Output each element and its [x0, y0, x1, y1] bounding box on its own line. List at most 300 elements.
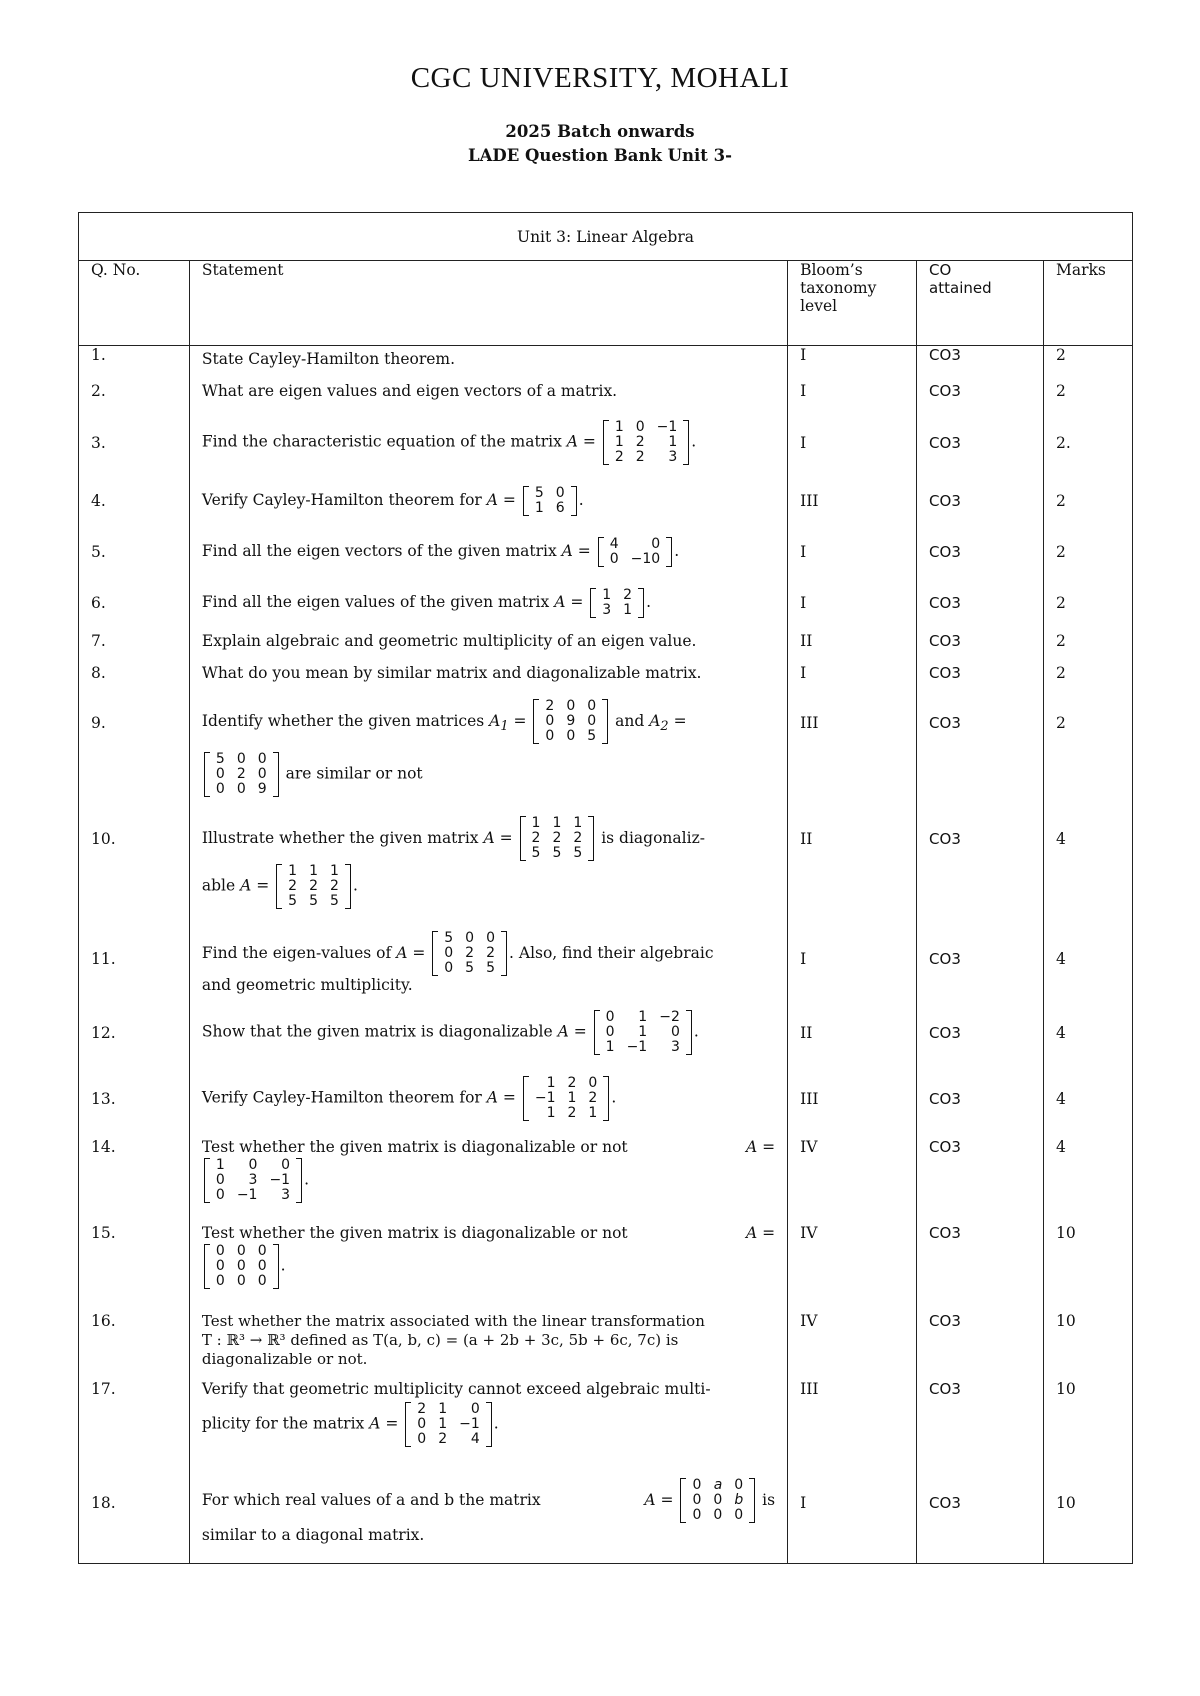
- matrix-entry: 5: [534, 484, 544, 501]
- matrix-row: [282, 894, 345, 909]
- marks: 2: [1044, 346, 1133, 378]
- statement-text: is: [762, 1490, 776, 1509]
- math-symbol: A: [396, 943, 408, 962]
- matrix-row: [596, 603, 638, 618]
- bloom-level: I: [788, 378, 917, 410]
- matrix-row: [529, 1091, 603, 1106]
- bloom-level: IV: [788, 1218, 917, 1306]
- table-row: [79, 378, 1133, 410]
- qno: 10.: [79, 806, 190, 922]
- statement: [189, 1218, 787, 1306]
- matrix: [432, 931, 507, 976]
- statement-line: [202, 1138, 775, 1156]
- matrix-entry: 0: [566, 728, 576, 744]
- matrix: [533, 699, 608, 744]
- matrix-entry: 0: [236, 1257, 246, 1274]
- matrix-entry: 2: [567, 1105, 577, 1121]
- matrix-entry: 0: [257, 750, 267, 767]
- matrix: [204, 752, 279, 797]
- matrix-row: [282, 864, 345, 879]
- statement-text: Verify Cayley-Hamilton theorem for: [201, 490, 482, 509]
- statement-text: Test whether the given matrix is diagonalizable or not: [201, 1223, 628, 1242]
- statement: [189, 922, 787, 1000]
- matrix-grid: [600, 1010, 686, 1055]
- question-bank-table: [78, 212, 1133, 1564]
- marks: 2: [1044, 476, 1133, 526]
- qno: 18.: [79, 1468, 190, 1564]
- table-row: [79, 1468, 1133, 1564]
- statement: [189, 1378, 787, 1468]
- matrix-entry: 0: [236, 1272, 246, 1289]
- matrix-entry: −1: [236, 1186, 258, 1203]
- statement-line: plicity for the matrix A = 2 1 0 0 1 −1 0 2 4 .: [201, 1400, 499, 1447]
- matrix-entry: 2: [588, 1090, 598, 1106]
- matrix-entry: 5: [465, 960, 475, 976]
- matrix-entry: 0: [605, 1009, 615, 1025]
- statement-text: Show that the given matrix is diagonalizable: [201, 1022, 553, 1041]
- bloom-level: II: [788, 806, 917, 922]
- matrix-entry: 4: [470, 1430, 480, 1447]
- matrix-entry: 5: [330, 892, 339, 909]
- matrix-grid: [539, 699, 602, 744]
- matrix-entry: 0: [692, 1492, 702, 1508]
- statement: Explain algebraic and geometric multiplicity of an eigen value.: [189, 628, 787, 660]
- matrix-entry: 1: [623, 601, 633, 618]
- matrix-grid: [596, 588, 638, 618]
- matrix-entry: −1: [269, 1171, 291, 1188]
- matrix-entry: 2: [330, 877, 339, 894]
- matrix-entry: 5: [288, 892, 298, 909]
- matrix-entry: 5: [573, 845, 583, 861]
- matrix-row: [210, 1188, 296, 1203]
- matrix: [520, 816, 595, 861]
- co-attained: CO3: [917, 378, 1044, 410]
- matrix-entry: 1: [638, 1024, 648, 1040]
- statement-line: [202, 1224, 775, 1242]
- matrix-row: [526, 846, 589, 861]
- matrix-row: [609, 420, 683, 435]
- statement: [189, 692, 787, 806]
- table-row: [79, 660, 1133, 692]
- matrix-entry: 0: [486, 930, 496, 946]
- matrix-entry: 0: [236, 1242, 246, 1259]
- matrix-entry: 2: [438, 1430, 448, 1447]
- matrix-entry: 5: [531, 845, 541, 861]
- statement-line: [202, 1474, 775, 1526]
- statement-text: Illustrate whether the given matrix: [201, 828, 479, 847]
- table-row: [79, 1000, 1133, 1066]
- matrix-entry: 0: [692, 1507, 702, 1523]
- matrix-grid: [411, 1402, 485, 1447]
- statement: What do you mean by similar matrix and diagonalizable matrix.: [189, 660, 787, 692]
- matrix-entry: −1: [656, 419, 678, 435]
- marks: 4: [1044, 922, 1133, 1000]
- statement: Find all the eigen vectors of the given matrix A = 4 0 0 −10 .: [189, 526, 787, 578]
- marks: 4: [1044, 1000, 1133, 1066]
- statement-text: Verify Cayley-Hamilton theorem for: [201, 1088, 482, 1107]
- co-attained: CO3: [917, 346, 1044, 378]
- matrix-entry: 5: [309, 892, 319, 909]
- matrix-row: [529, 486, 571, 501]
- matrix-row: [604, 537, 666, 552]
- bloom-level: I: [788, 1468, 917, 1564]
- matrix-row: [539, 729, 602, 744]
- matrix-entry: 0: [248, 1156, 258, 1173]
- university-title: CGC UNIVERSITY, MOHALI: [410, 62, 790, 94]
- matrix-entry: −1: [626, 1039, 648, 1055]
- statement: Find all the eigen values of the given matrix A = 1 2 3 1 .: [189, 578, 787, 628]
- qno: 2.: [79, 378, 190, 410]
- table-row: [79, 922, 1133, 1000]
- matrix-entry: 3: [248, 1171, 258, 1188]
- co-attained: CO3: [917, 578, 1044, 628]
- qno: 6.: [79, 578, 190, 628]
- table-row: [79, 526, 1133, 578]
- math-symbol: A: [557, 1022, 569, 1041]
- math-symbol: A =: [745, 1137, 776, 1156]
- matrix-row: [526, 831, 589, 846]
- matrix-row: [411, 1402, 485, 1417]
- header-qno: Q. No.: [79, 261, 190, 346]
- bloom-level: III: [788, 1066, 917, 1132]
- matrix-row: [686, 1493, 749, 1508]
- matrix-entry: 2: [288, 877, 298, 894]
- qno: 11.: [79, 922, 190, 1000]
- matrix-entry: 0: [236, 750, 246, 767]
- statement-line: Find the eigen-values of A = 5 0 0 0 2 2 0 5 5 . Also, find their algebraic: [201, 930, 714, 976]
- statement-text: For which real values of a and b the matrix: [201, 1490, 541, 1509]
- matrix-entry: 0: [257, 1242, 267, 1259]
- math-symbol: A: [486, 490, 498, 509]
- matrix-entry: 1: [438, 1415, 448, 1432]
- matrix-entry: 5: [215, 750, 225, 767]
- matrix-entry: 0: [670, 1024, 680, 1040]
- matrix-entry: 1: [330, 862, 339, 879]
- matrix-row: [210, 1158, 296, 1173]
- matrix-entry: 0: [587, 713, 597, 729]
- matrix-row: [438, 961, 501, 976]
- matrix-entry: 0: [713, 1507, 723, 1523]
- matrix-entry: b: [734, 1492, 744, 1508]
- matrix-entry: 0: [257, 1257, 267, 1274]
- qno: 1.: [79, 346, 190, 378]
- matrix-row: [609, 450, 683, 465]
- matrix-entry: 0: [555, 484, 565, 501]
- matrix-entry: 1: [552, 815, 562, 831]
- matrix-entry: 1: [602, 586, 612, 603]
- matrix-entry: 1: [215, 1156, 225, 1173]
- matrix-entry: 3: [281, 1186, 291, 1203]
- qno: 8.: [79, 660, 190, 692]
- matrix: [523, 1076, 609, 1121]
- matrix-entry: 1: [668, 434, 678, 450]
- matrix-row: [210, 767, 273, 782]
- matrix-row: [539, 699, 602, 714]
- bloom-level: III: [788, 692, 917, 806]
- matrix-row: [539, 714, 602, 729]
- co-attained: CO3: [917, 1218, 1044, 1306]
- qno: 5.: [79, 526, 190, 578]
- marks: 4: [1044, 1132, 1133, 1218]
- bloom-level: IV: [788, 1306, 917, 1378]
- statement-text: are similar or not: [285, 764, 423, 783]
- matrix-entry: 9: [566, 713, 576, 729]
- marks: 2.: [1044, 410, 1133, 476]
- matrix-row: [438, 931, 501, 946]
- matrix: [598, 537, 672, 567]
- qno: 4.: [79, 476, 190, 526]
- matrix-entry: 2: [417, 1400, 427, 1417]
- statement-line: and geometric multiplicity.: [201, 976, 413, 994]
- statement-line: similar to a diagonal matrix.: [201, 1525, 425, 1544]
- matrix-grid: [282, 864, 345, 909]
- math-symbol: A: [369, 1414, 381, 1432]
- matrix-entry: 0: [236, 780, 246, 797]
- matrix-entry: 2: [635, 449, 645, 465]
- co-attained: CO3: [917, 806, 1044, 922]
- marks: 2: [1044, 628, 1133, 660]
- matrix-entry: 0: [605, 1024, 615, 1040]
- matrix-row: [210, 782, 273, 797]
- qno: 9.: [79, 692, 190, 806]
- math-symbol: A: [566, 432, 578, 451]
- table-row: [79, 410, 1133, 476]
- statement-line: 0 0 0 0 0 0 0 0 0 .: [202, 1244, 775, 1289]
- statement: Verify Cayley-Hamilton theorem for A = 5 0 1 6 .: [189, 476, 787, 526]
- matrix: [590, 588, 644, 618]
- matrix-entry: 1: [288, 862, 298, 879]
- statement-line: [202, 752, 775, 797]
- table-row: [79, 1066, 1133, 1132]
- statement-text: plicity for the matrix: [201, 1414, 365, 1432]
- matrix-entry: 0: [470, 1400, 480, 1417]
- matrix-grid: [604, 537, 666, 567]
- statement-line: T : ℝ³ → ℝ³ defined as T(a, b, c) = (a + 2b + 3c, 5b + 6c, 7c) is: [201, 1330, 679, 1349]
- matrix-entry: 0: [545, 713, 555, 729]
- table-header-row: [79, 261, 1133, 346]
- matrix-row: [609, 435, 683, 450]
- matrix-row: [210, 1274, 273, 1289]
- matrix-entry: 1: [614, 434, 624, 450]
- matrix-entry: −1: [534, 1090, 556, 1106]
- marks: 10: [1044, 1378, 1133, 1468]
- statement-line: able A = 1 1 1 2 2 2 5 5 5 .: [201, 862, 358, 909]
- matrix-grid: [210, 1244, 273, 1289]
- matrix-row: [604, 552, 666, 567]
- matrix-row: [596, 588, 638, 603]
- matrix-entry: 5: [486, 960, 496, 976]
- bloom-level: I: [788, 660, 917, 692]
- matrix-entry: 0: [734, 1477, 744, 1493]
- marks: 2: [1044, 660, 1133, 692]
- matrix-entry: 5: [552, 845, 562, 861]
- matrix-row: [529, 1106, 603, 1121]
- table-row: [79, 628, 1133, 660]
- matrix-entry: 0: [734, 1507, 744, 1523]
- bloom-level: I: [788, 346, 917, 378]
- co-attained: CO3: [917, 1066, 1044, 1132]
- statement: Find the characteristic equation of the matrix A = 1 0 −1 1 2 1 2 2 3 .: [189, 410, 787, 476]
- bloom-level: I: [788, 526, 917, 578]
- matrix-entry: 0: [215, 1186, 225, 1203]
- matrix-row: [686, 1508, 749, 1523]
- matrix-grid: [686, 1478, 749, 1523]
- marks: 4: [1044, 806, 1133, 922]
- matrix-entry: 1: [638, 1009, 648, 1025]
- matrix-entry: 1: [531, 815, 541, 831]
- matrix-entry: 1: [588, 1105, 598, 1121]
- co-attained: CO3: [917, 1132, 1044, 1218]
- statement-line: diagonalizable or not.: [201, 1349, 368, 1368]
- matrix-grid: [526, 816, 589, 861]
- table-row: [79, 1218, 1133, 1306]
- co-attained: CO3: [917, 628, 1044, 660]
- qno: 12.: [79, 1000, 190, 1066]
- matrix: [680, 1478, 755, 1523]
- statement-text: Find the characteristic equation of the matrix: [201, 432, 562, 451]
- matrix-row: [210, 1259, 273, 1274]
- matrix-row: [600, 1025, 686, 1040]
- statement-text: . Also, find their algebraic: [509, 943, 714, 962]
- marks: 10: [1044, 1218, 1133, 1306]
- matrix-grid: [529, 486, 571, 516]
- bloom-level: I: [788, 578, 917, 628]
- matrix-entry: 0: [215, 1171, 225, 1188]
- matrix-entry: 2: [552, 830, 562, 846]
- table-row: [79, 806, 1133, 922]
- matrix-entry: 3: [670, 1039, 680, 1055]
- statement-text: Identify whether the given matrices: [201, 711, 485, 730]
- matrix-entry: 2: [623, 586, 633, 603]
- table-row: [79, 476, 1133, 526]
- statement-line: Illustrate whether the given matrix A = 1 1 1 2 2 2 5 5 5 is diagonaliz-: [201, 815, 705, 861]
- matrix-entry: 1: [605, 1039, 615, 1055]
- bloom-level: I: [788, 410, 917, 476]
- statement-text: is diagonaliz-: [601, 828, 705, 847]
- matrix-row: [438, 946, 501, 961]
- matrix-grid: [609, 420, 683, 465]
- statement-text: Test whether the given matrix is diagonalizable or not: [201, 1137, 628, 1156]
- statement: State Cayley-Hamilton theorem.: [189, 346, 787, 378]
- qno: 3.: [79, 410, 190, 476]
- matrix-entry: a: [713, 1477, 723, 1493]
- statement-text: able: [201, 876, 236, 894]
- matrix: [603, 420, 689, 465]
- header-statement: Statement: [189, 261, 787, 346]
- qno: 16.: [79, 1306, 190, 1378]
- statement: Show that the given matrix is diagonalizable A = 0 1 −2 0 1 0 1 −1 3 .: [189, 1000, 787, 1066]
- statement-text: and: [615, 711, 645, 730]
- matrix-row: [686, 1478, 749, 1493]
- matrix-entry: 5: [444, 930, 454, 946]
- matrix-entry: 0: [417, 1415, 427, 1432]
- matrix-entry: 3: [602, 601, 612, 618]
- matrix-entry: 0: [417, 1430, 427, 1447]
- matrix-grid: [210, 752, 273, 797]
- statement: What are eigen values and eigen vectors of a matrix.: [189, 378, 787, 410]
- matrix-entry: 1: [546, 1075, 556, 1091]
- marks: 10: [1044, 1468, 1133, 1564]
- matrix-entry: 0: [215, 780, 225, 797]
- matrix-entry: 0: [588, 1075, 598, 1091]
- co-attained: CO3: [917, 410, 1044, 476]
- qno: 15.: [79, 1218, 190, 1306]
- matrix-entry: 0: [566, 698, 576, 714]
- marks: 2: [1044, 578, 1133, 628]
- statement: [189, 806, 787, 922]
- matrix-entry: −1: [459, 1415, 480, 1432]
- qno: 13.: [79, 1066, 190, 1132]
- statement: Verify Cayley-Hamilton theorem for A = 1 2 0 −1 1 2 1 2 1 .: [189, 1066, 787, 1132]
- co-attained: CO3: [917, 692, 1044, 806]
- bloom-level: II: [788, 1000, 917, 1066]
- matrix-entry: 2: [236, 765, 246, 782]
- matrix-grid: [438, 931, 501, 976]
- matrix-entry: 1: [567, 1090, 577, 1106]
- matrix-entry: 2: [567, 1075, 577, 1091]
- matrix-entry: 0: [215, 1242, 225, 1259]
- qno: 7.: [79, 628, 190, 660]
- matrix-entry: 9: [257, 780, 267, 797]
- co-attained: CO3: [917, 1378, 1044, 1468]
- matrix: [204, 1158, 302, 1203]
- header-co: CO attained: [917, 261, 1044, 346]
- matrix-entry: 2: [573, 830, 583, 846]
- matrix-entry: 2: [635, 434, 645, 450]
- matrix-entry: 1: [438, 1400, 448, 1417]
- matrix-entry: 0: [444, 945, 454, 961]
- bloom-level: IV: [788, 1132, 917, 1218]
- header-bloom: Bloom’s taxonomy level: [788, 261, 917, 346]
- co-attained: CO3: [917, 922, 1044, 1000]
- matrix-grid: [210, 1158, 296, 1203]
- table-row: [79, 1378, 1133, 1468]
- matrix-row: [526, 816, 589, 831]
- matrix-row: [210, 752, 273, 767]
- statement-line: Test whether the matrix associated with the linear transformation: [201, 1311, 705, 1330]
- matrix-row: [600, 1010, 686, 1025]
- matrix-entry: 2: [309, 877, 319, 894]
- co-attained: CO3: [917, 660, 1044, 692]
- math-symbol: A: [483, 828, 495, 847]
- matrix-row: [600, 1040, 686, 1055]
- math-symbol: A: [561, 541, 573, 560]
- co-attained: CO3: [917, 1000, 1044, 1066]
- marks: 10: [1044, 1306, 1133, 1378]
- math-symbol: A: [240, 876, 252, 894]
- marks: 2: [1044, 378, 1133, 410]
- matrix-entry: 3: [668, 449, 678, 465]
- bloom-level: I: [788, 922, 917, 1000]
- co-attained: CO3: [917, 476, 1044, 526]
- matrix-row: [529, 1076, 603, 1091]
- matrix: [204, 1244, 279, 1289]
- matrix: [405, 1402, 491, 1447]
- matrix-entry: 0: [215, 1257, 225, 1274]
- statement-line: Verify that geometric multiplicity cannot exceed algebraic multi-: [201, 1379, 711, 1398]
- co-attained: CO3: [917, 1468, 1044, 1564]
- matrix-entry: 0: [465, 930, 475, 946]
- matrix-row: [411, 1432, 485, 1447]
- math-symbol: A: [486, 1088, 498, 1107]
- header-marks: Marks: [1044, 261, 1133, 346]
- math-symbol: $A_2$: [649, 711, 669, 734]
- co-attained: CO3: [917, 526, 1044, 578]
- matrix-entry: 4: [609, 535, 619, 552]
- matrix: [594, 1010, 692, 1055]
- matrix-entry: 0: [651, 535, 661, 552]
- batch-subtitle: 2025 Batch onwards: [505, 122, 695, 141]
